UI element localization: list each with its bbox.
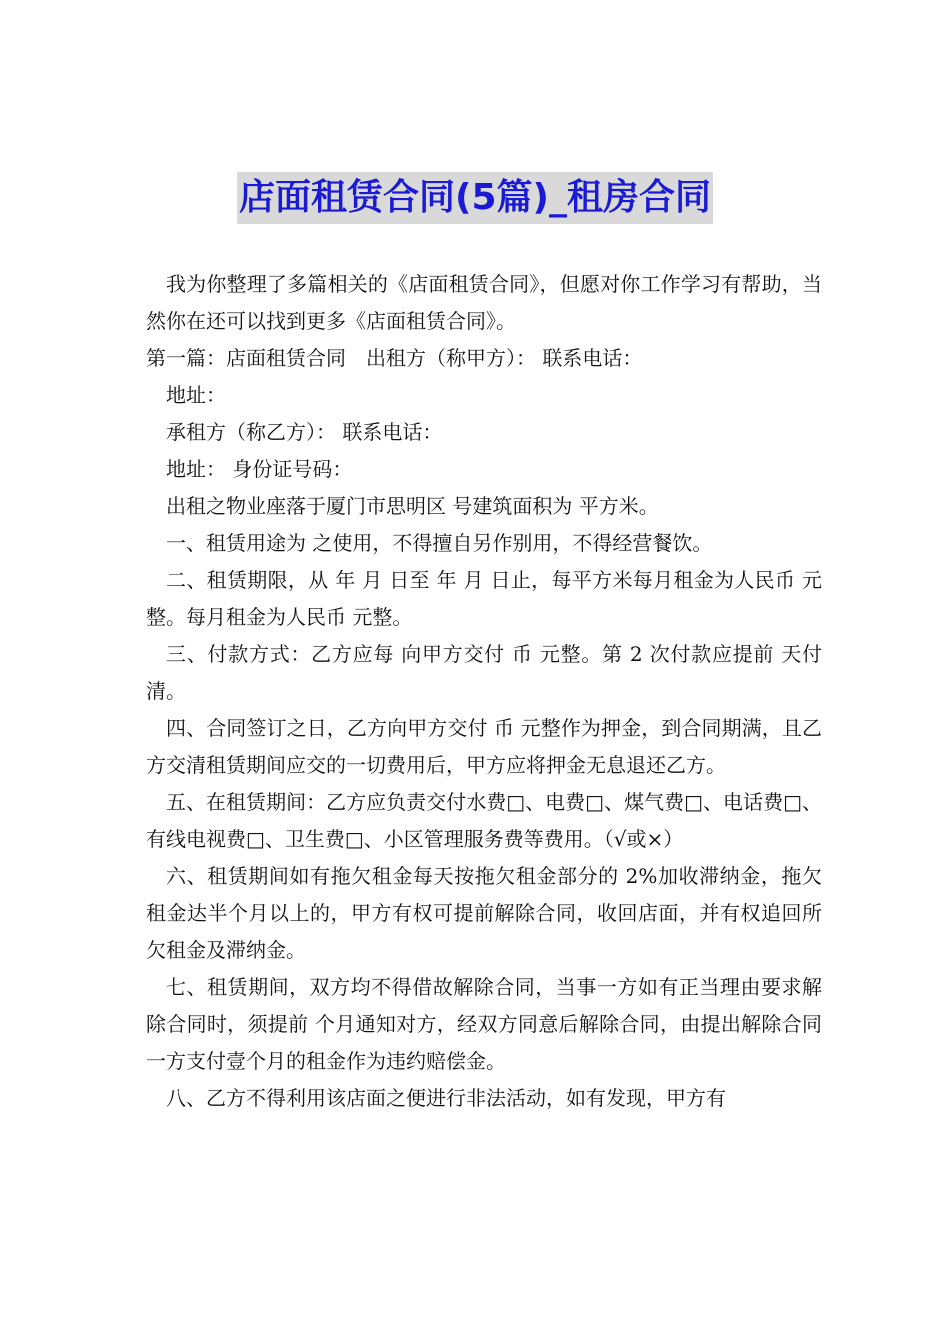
paragraph-lessee-address: 地址： 身份证号码： xyxy=(166,457,353,481)
document-body xyxy=(146,266,822,1117)
paragraph-clause-4: 四、合同签订之日，乙方向甲方交付 币 元整作为押金，到合同期满，且乙方交清租赁期间应交的一切费用后，甲方应将押金无息退还乙方。 xyxy=(146,716,822,777)
paragraph-clause-5: 五、在租赁期间：乙方应负责交付水费□、电费□、煤气费□、电话费□、有线电视费□、卫生费□、小区管理服务费等费用。（√或×） xyxy=(146,790,822,851)
paragraph-lessee: 承租方（称乙方）： 联系电话： xyxy=(166,420,443,444)
paragraph-lessor: 第一篇：店面租赁合同 出租方（称甲方）： 联系电话： xyxy=(146,346,643,370)
document-title: 店面租赁合同(5篇)_租房合同 xyxy=(237,172,713,224)
paragraph-clause-1: 一、租赁用途为 之使用，不得擅自另作别用，不得经营餐饮。 xyxy=(166,531,713,555)
paragraph-intro: 我为你整理了多篇相关的《店面租赁合同》，但愿对你工作学习有帮助，当然你在还可以找到更多《店面租赁合同》。 xyxy=(146,272,822,333)
paragraph-clause-2: 二、租赁期限，从 年 月 日至 年 月 日止，每平方米每月租金为人民币 元整。每月租金为人民币 元整。 xyxy=(146,568,822,629)
paragraph-clause-8: 八、乙方不得利用该店面之便进行非法活动，如有发现，甲方有 xyxy=(166,1086,726,1110)
paragraph-clause-7: 七、租赁期间，双方均不得借故解除合同，当事一方如有正当理由要求解除合同时，须提前 个月通知对方，经双方同意后解除合同，由提出解除合同一方支付壹个月的租金作为违约赔偿金。 xyxy=(146,975,822,1073)
paragraph-clause-6: 六、租赁期间如有拖欠租金每天按拖欠租金部分的 2%加收滞纳金，拖欠租金达半个月以上的，甲方有权可提前解除合同，收回店面，并有权追回所欠租金及滞纳金。 xyxy=(146,864,822,962)
paragraph-property: 出租之物业座落于厦门市思明区 号建筑面积为 平方米。 xyxy=(166,494,659,518)
paragraph-clause-3: 三、付款方式：乙方应每 向甲方交付 币 元整。第 2 次付款应提前 天付清。 xyxy=(146,642,822,703)
title-container xyxy=(0,172,950,224)
paragraph-lessor-address: 地址： xyxy=(166,383,226,407)
